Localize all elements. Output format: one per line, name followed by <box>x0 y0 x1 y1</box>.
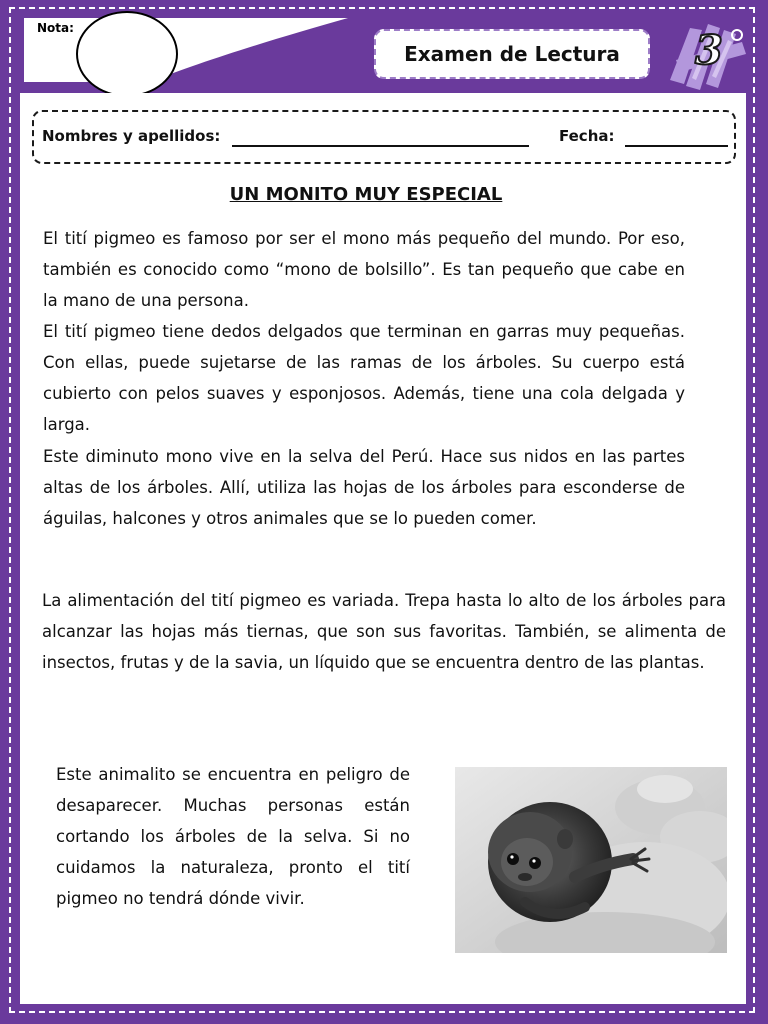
paragraph-3: Este diminuto mono vive en la selva del Perú. Hace sus nidos en las partes altas de los árboles. Allí, utiliza las hojas de los árboles para esconderse de águilas, halcones y otros animales que se lo pueden comer. <box>43 447 685 528</box>
grade-number: 3 <box>695 27 723 74</box>
degree-symbol-icon <box>731 29 743 41</box>
story-title: UN MONITO MUY ESPECIAL <box>229 184 503 205</box>
name-label: Nombres y apellidos: <box>42 127 221 145</box>
date-label: Fecha: <box>559 127 615 145</box>
paragraph-2: El tití pigmeo tiene dedos delgados que terminan en garras muy pequeñas. Con ellas, puede sujetarse de las ramas de los árboles. Su cuerpo está cubierto con pelos suaves y esponjosos. Además, tiene una cola delgada y larga. <box>43 322 685 434</box>
date-field[interactable] <box>625 145 728 147</box>
paragraph-4: La alimentación del tití pigmeo es variada. Trepa hasta lo alto de los árboles para alcanzar las hojas más tiernas, que son sus favoritas. También, se alimenta de insectos, frutas y de la savia, un líquido que se encuentra dentro de las plantas. <box>42 591 726 672</box>
paragraph-5: Este animalito se encuentra en peligro de desaparecer. Muchas personas están cortando los árboles de la selva. Si no cuidamos la naturaleza, pronto el tití pigmeo no tendrá dónde vivir. <box>56 765 410 908</box>
pygmy-marmoset-photo <box>455 767 727 953</box>
exam-title: Examen de Lectura <box>374 29 650 79</box>
name-date-row <box>32 110 736 164</box>
name-field[interactable] <box>232 145 529 147</box>
grade-circle[interactable] <box>76 11 178 97</box>
paragraph-1: El tití pigmeo es famoso por ser el mono más pequeño del mundo. Por eso, también es conocido como “mono de bolsillo”. Es tan pequeño que cabe en la mano de una persona. <box>43 229 685 310</box>
nota-label: Nota: <box>37 21 74 35</box>
